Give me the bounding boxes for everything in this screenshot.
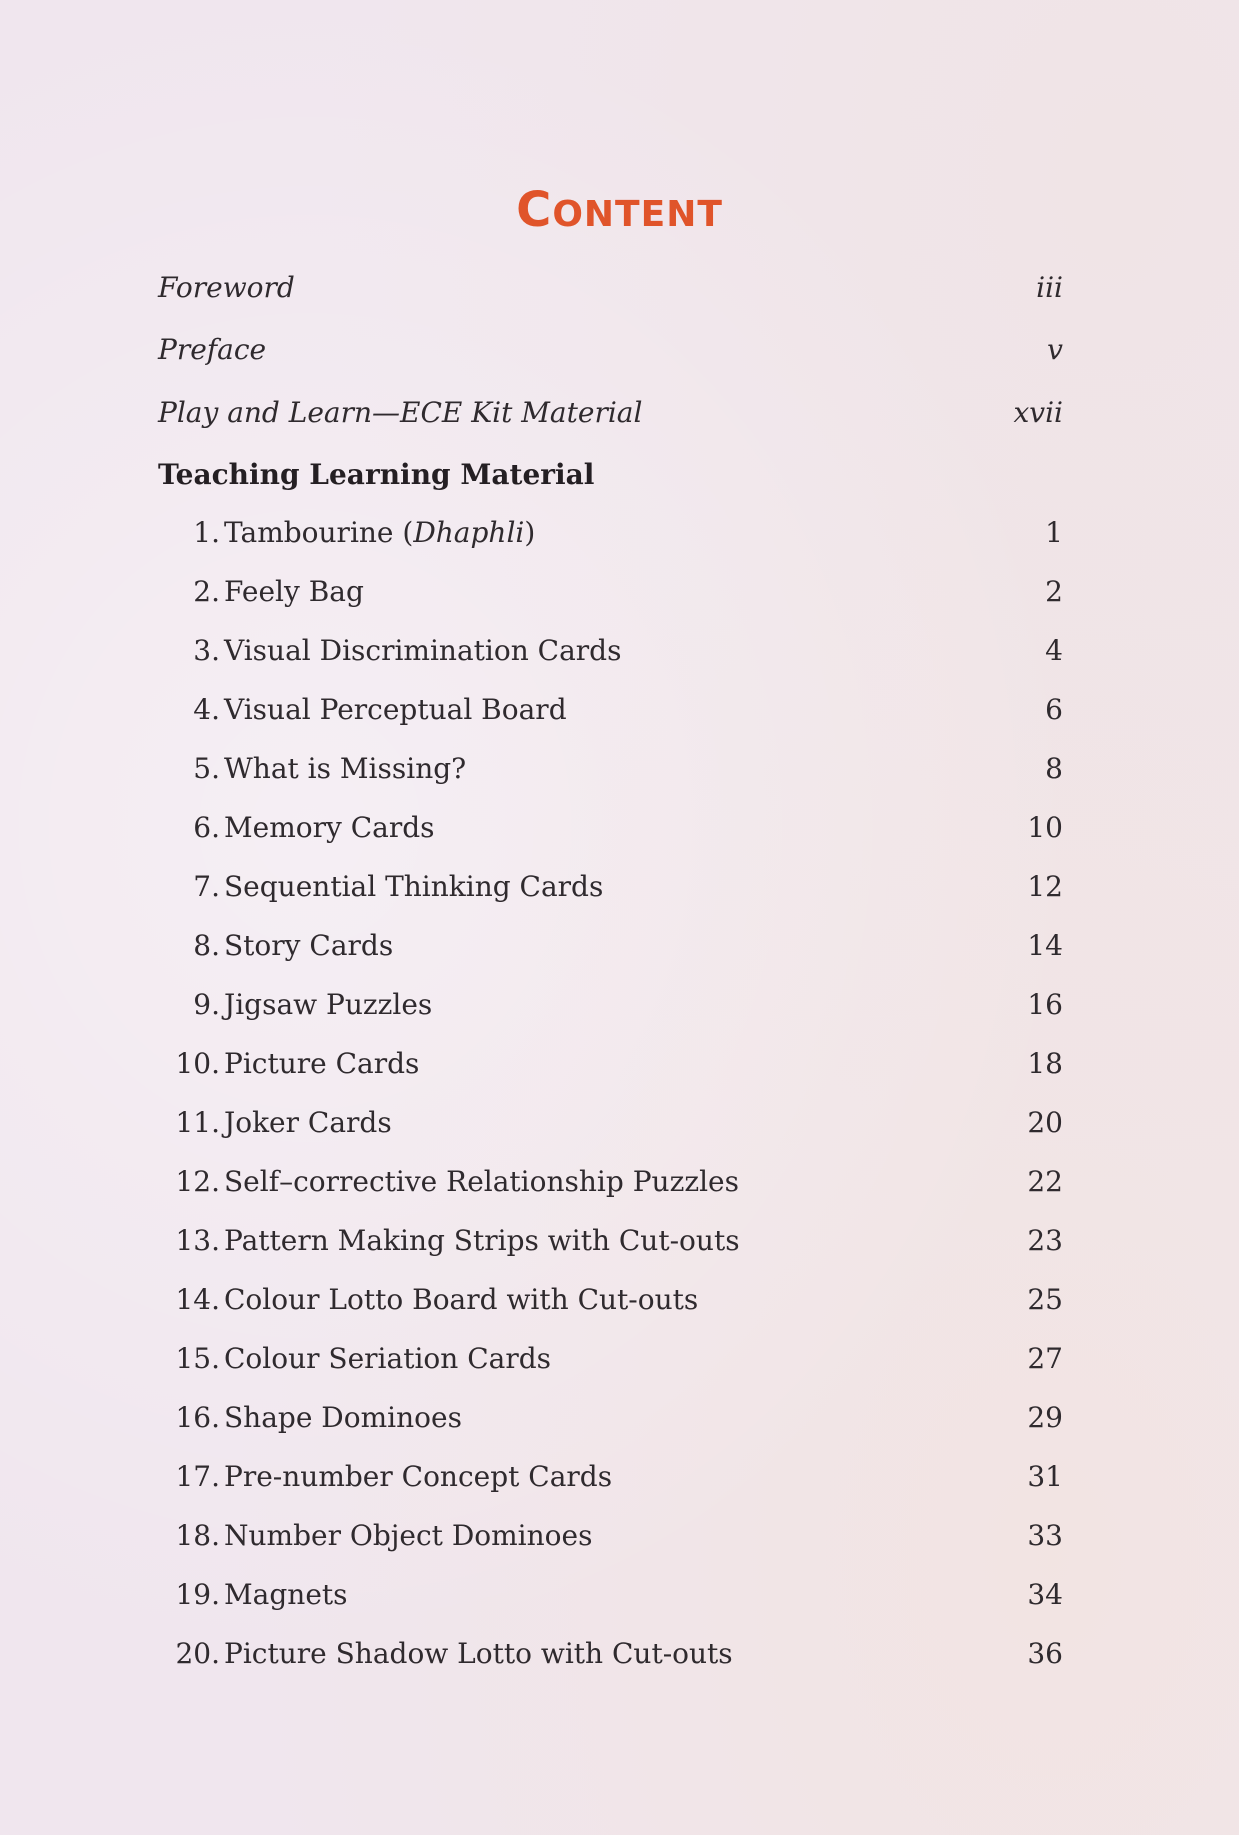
toc-item[interactable] [0,568,1063,616]
toc-entry-page: iii [1036,271,1063,304]
toc-item[interactable] [0,1040,1063,1088]
toc-item-label-text: Memory Cards [224,811,435,844]
toc-item-label-text: Colour Lotto Board with Cut-outs [224,1283,699,1316]
toc-item-page: 33 [1027,1519,1063,1552]
toc-item-number: 8. [193,929,220,962]
toc-item-number: 17. [175,1460,220,1493]
toc-item-label [224,1040,419,1088]
toc-item-number: 15. [175,1342,220,1375]
toc-item-page: 4 [1045,634,1063,667]
toc-item-page: 23 [1027,1224,1063,1257]
toc-item-label [224,509,535,557]
toc-item[interactable] [0,1335,1063,1383]
toc-item[interactable] [0,509,1063,557]
toc-item[interactable] [0,1158,1063,1206]
toc-entry-label: Preface [158,333,267,366]
toc-item-label-text: Colour Seriation Cards [224,1342,551,1375]
toc-item-page: 27 [1027,1342,1063,1375]
toc-item-label-text: Pre-number Concept Cards [224,1460,613,1493]
toc-item-page: 2 [1045,575,1063,608]
toc-item-page: 36 [1027,1637,1063,1670]
toc-entry-play-and-learn[interactable] [158,389,1063,437]
toc-item-page: 31 [1027,1460,1063,1493]
toc-item-page: 34 [1027,1578,1063,1611]
toc-item-label-text: Jigsaw Puzzles [224,988,433,1021]
toc-entry-foreword[interactable] [158,264,1063,312]
toc-item[interactable] [0,1512,1063,1560]
toc-item-number: 18. [175,1519,220,1552]
toc-item-page: 14 [1027,929,1063,962]
toc-item-label [224,981,432,1029]
toc-item-number: 1. [193,516,220,549]
toc-item[interactable] [0,863,1063,911]
title-rest: ONTENT [552,194,723,235]
toc-item-label-text: Sequential Thinking Cards [224,870,604,903]
toc-item-label [224,1158,739,1206]
toc-item-label [224,627,621,675]
toc-item-page: 20 [1027,1106,1063,1139]
toc-item-number: 6. [193,811,220,844]
toc-item-number: 16. [175,1401,220,1434]
section-heading: Teaching Learning Material [158,458,595,491]
toc-item-page: 12 [1027,870,1063,903]
toc-item-label [224,1276,698,1324]
toc-item-label [224,1571,348,1619]
toc-item-number: 9. [193,988,220,1021]
toc-item[interactable] [0,922,1063,970]
toc-item-label [224,804,435,852]
title-initial: C [516,182,553,238]
toc-item[interactable] [0,686,1063,734]
toc-item[interactable] [0,1630,1063,1678]
toc-item-label-text: Visual Perceptual Board [224,693,567,726]
toc-item-label [224,1217,740,1265]
toc-item-page: 10 [1027,811,1063,844]
toc-entry-label: Play and Learn—ECE Kit Material [158,396,643,429]
toc-item-label [224,922,393,970]
toc-entry-preface[interactable] [158,326,1063,374]
toc-item-label [224,686,567,734]
toc-entry-page: xvii [1013,396,1063,429]
toc-item-label [224,745,466,793]
toc-item-label [224,1335,551,1383]
toc-item-number: 3. [193,634,220,667]
toc-item-page: 25 [1027,1283,1063,1316]
toc-item[interactable] [0,1099,1063,1147]
toc-item-label-text: Picture Cards [224,1047,420,1080]
toc-item-number: 12. [175,1165,220,1198]
toc-item[interactable] [0,627,1063,675]
toc-item-number: 20. [175,1637,220,1670]
toc-entry-label: Foreword [158,271,295,304]
toc-item-label [224,568,364,616]
toc-item-label-text: Joker Cards [224,1106,392,1139]
toc-item[interactable] [0,1394,1063,1442]
toc-item-page: 1 [1045,516,1063,549]
page-title [0,182,1239,238]
toc-item-label [224,1630,733,1678]
toc-item[interactable] [0,981,1063,1029]
toc-item-page: 6 [1045,693,1063,726]
toc-item-label-text: Visual Discrimination Cards [224,634,622,667]
toc-item-label [224,1394,462,1442]
toc-item-label-text: Story Cards [224,929,394,962]
toc-item-label-suffix: ) [524,516,536,549]
toc-item[interactable] [0,804,1063,852]
toc-item-label [224,1453,612,1501]
toc-item-number: 14. [175,1283,220,1316]
toc-item[interactable] [0,745,1063,793]
toc-item-label-text: Number Object Dominoes [224,1519,593,1552]
toc-item-label-text: Shape Dominoes [224,1401,462,1434]
toc-item-number: 5. [193,752,220,785]
toc-item-label-text: What is Missing? [224,752,467,785]
toc-item-label-text: Pattern Making Strips with Cut-outs [224,1224,740,1257]
toc-item-label-text: Magnets [224,1578,348,1611]
toc-item-page: 8 [1045,752,1063,785]
toc-item-number: 19. [175,1578,220,1611]
toc-item[interactable] [0,1217,1063,1265]
toc-item-label [224,1099,392,1147]
toc-item-number: 2. [193,575,220,608]
toc-item-page: 29 [1027,1401,1063,1434]
toc-item-label-text: Feely Bag [224,575,364,608]
toc-item-number: 4. [193,693,220,726]
toc-item-number: 11. [175,1106,220,1139]
toc-item-number: 7. [193,870,220,903]
toc-item[interactable] [0,1276,1063,1324]
toc-item-page: 22 [1027,1165,1063,1198]
toc-item-label-italic: Dhaphli [413,516,525,549]
toc-item-number: 10. [175,1047,220,1080]
toc-item[interactable] [0,1453,1063,1501]
toc-entry-page: v [1047,333,1063,366]
toc-item-label [224,1512,592,1560]
toc-item-label-text: Self–corrective Relationship Puzzles [224,1165,739,1198]
toc-item-page: 18 [1027,1047,1063,1080]
toc-item[interactable] [0,1571,1063,1619]
toc-item-page: 16 [1027,988,1063,1021]
toc-item-label-text: Tambourine ( [224,516,414,549]
toc-item-label [224,863,603,911]
toc-item-label-text: Picture Shadow Lotto with Cut-outs [224,1637,733,1670]
toc-item-number: 13. [175,1224,220,1257]
